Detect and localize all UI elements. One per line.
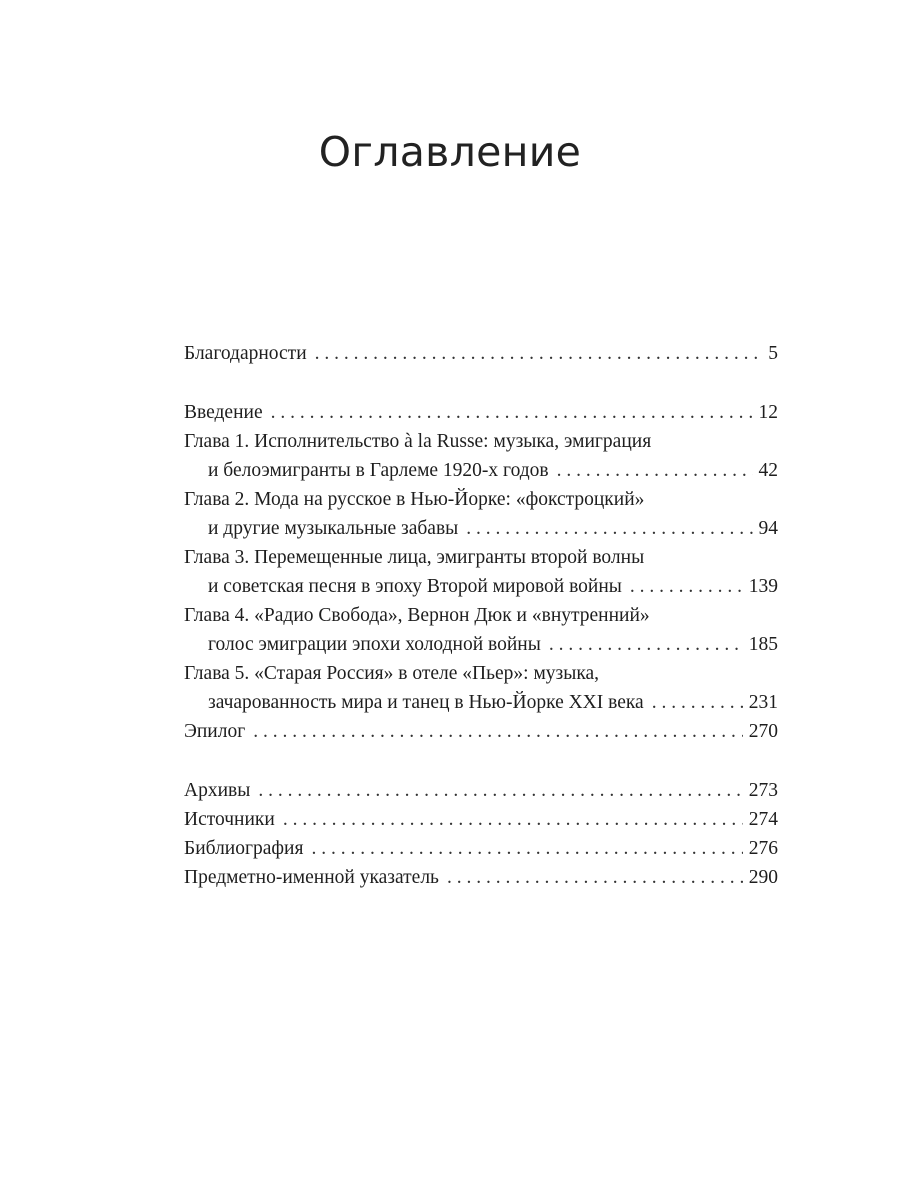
toc-group-chapters bbox=[184, 398, 778, 746]
toc-entry bbox=[184, 776, 778, 805]
dot-leader bbox=[557, 456, 753, 485]
toc-entry-title: и белоэмигранты в Гарлеме 1920-х годов bbox=[208, 460, 549, 481]
dot-leader bbox=[258, 776, 742, 805]
toc-group-back-matter bbox=[184, 776, 778, 892]
toc-entry bbox=[184, 805, 778, 834]
toc-page-number: 139 bbox=[748, 576, 778, 597]
toc-entry bbox=[184, 659, 778, 717]
page-title: Оглавление bbox=[318, 128, 582, 176]
toc-entry-title: и советская песня в эпоху Второй мировой войны bbox=[208, 576, 622, 597]
toc-page-number: 42 bbox=[758, 460, 778, 481]
toc-entry bbox=[184, 717, 778, 746]
toc-entry-title: Библиография bbox=[184, 838, 304, 859]
toc-entry bbox=[184, 601, 778, 659]
toc-entry-title: зачарованность мира и танец в Нью-Йорке XXI века bbox=[208, 692, 644, 713]
toc-page-number: 270 bbox=[748, 721, 778, 742]
toc-entry bbox=[184, 863, 778, 892]
toc-entry-line bbox=[184, 717, 778, 746]
toc-entry-title: Предметно-именной указатель bbox=[184, 867, 439, 888]
dot-leader bbox=[652, 688, 743, 717]
dot-leader bbox=[549, 630, 743, 659]
toc-entry-title: голос эмиграции эпохи холодной войны bbox=[208, 634, 541, 655]
toc-entry-title: Эпилог bbox=[184, 721, 246, 742]
toc-entry-line bbox=[184, 485, 778, 514]
dot-leader bbox=[630, 572, 743, 601]
toc-page-number: 231 bbox=[748, 692, 778, 713]
toc-spacer bbox=[184, 746, 778, 776]
toc-entry bbox=[184, 834, 778, 863]
toc-entry-line bbox=[184, 339, 778, 368]
toc-entry-line bbox=[184, 630, 778, 659]
toc-entry-line bbox=[184, 398, 778, 427]
dot-leader bbox=[283, 805, 743, 834]
toc-page-number: 12 bbox=[758, 402, 778, 423]
dot-leader bbox=[271, 398, 753, 427]
toc-page-number: 276 bbox=[748, 838, 778, 859]
toc-page-number: 185 bbox=[748, 634, 778, 655]
toc-entry-line bbox=[184, 456, 778, 485]
toc-entry-title: и другие музыкальные забавы bbox=[208, 518, 459, 539]
toc-entry-title: Глава 3. Перемещенные лица, эмигранты второй волны bbox=[184, 547, 645, 568]
toc-entry-line bbox=[184, 514, 778, 543]
toc-page-number: 290 bbox=[748, 867, 778, 888]
toc-entry-line bbox=[184, 805, 778, 834]
toc-entry-line bbox=[184, 776, 778, 805]
toc-entry bbox=[184, 485, 778, 543]
toc-entry bbox=[184, 427, 778, 485]
toc-entry-title: Архивы bbox=[184, 780, 251, 801]
toc-entry-title: Глава 1. Исполнительство à la Russe: музыка, эмиграция bbox=[184, 431, 652, 452]
toc-entry-title: Введение bbox=[184, 402, 263, 423]
toc-entry-line bbox=[184, 659, 778, 688]
toc-spacer bbox=[184, 368, 778, 398]
toc-group-front-matter bbox=[184, 339, 778, 368]
toc-entry-line bbox=[184, 427, 778, 456]
toc-entry-line bbox=[184, 863, 778, 892]
toc-entry-line bbox=[184, 834, 778, 863]
table-of-contents bbox=[184, 339, 778, 892]
toc-entry-title: Глава 5. «Старая Россия» в отеле «Пьер»: музыка, bbox=[184, 663, 600, 684]
dot-leader bbox=[466, 514, 752, 543]
toc-entry-title: Источники bbox=[184, 809, 275, 830]
dot-leader bbox=[311, 834, 742, 863]
toc-page-number: 5 bbox=[768, 343, 778, 364]
toc-entry-line bbox=[184, 601, 778, 630]
toc-entry-line bbox=[184, 688, 778, 717]
dot-leader bbox=[315, 339, 763, 368]
toc-entry bbox=[184, 543, 778, 601]
dot-leader bbox=[253, 717, 743, 746]
toc-entry-title: Глава 2. Мода на русское в Нью-Йорке: «фокстроцкий» bbox=[184, 489, 645, 510]
toc-entry-title: Благодарности bbox=[184, 343, 307, 364]
toc-entry bbox=[184, 339, 778, 368]
toc-entry bbox=[184, 398, 778, 427]
toc-page-number: 274 bbox=[748, 809, 778, 830]
toc-entry-line bbox=[184, 572, 778, 601]
toc-entry-line bbox=[184, 543, 778, 572]
toc-page-number: 94 bbox=[758, 518, 778, 539]
toc-entry-title: Глава 4. «Радио Свобода», Вернон Дюк и «внутренний» bbox=[184, 605, 650, 626]
toc-page-number: 273 bbox=[748, 780, 778, 801]
dot-leader bbox=[447, 863, 743, 892]
